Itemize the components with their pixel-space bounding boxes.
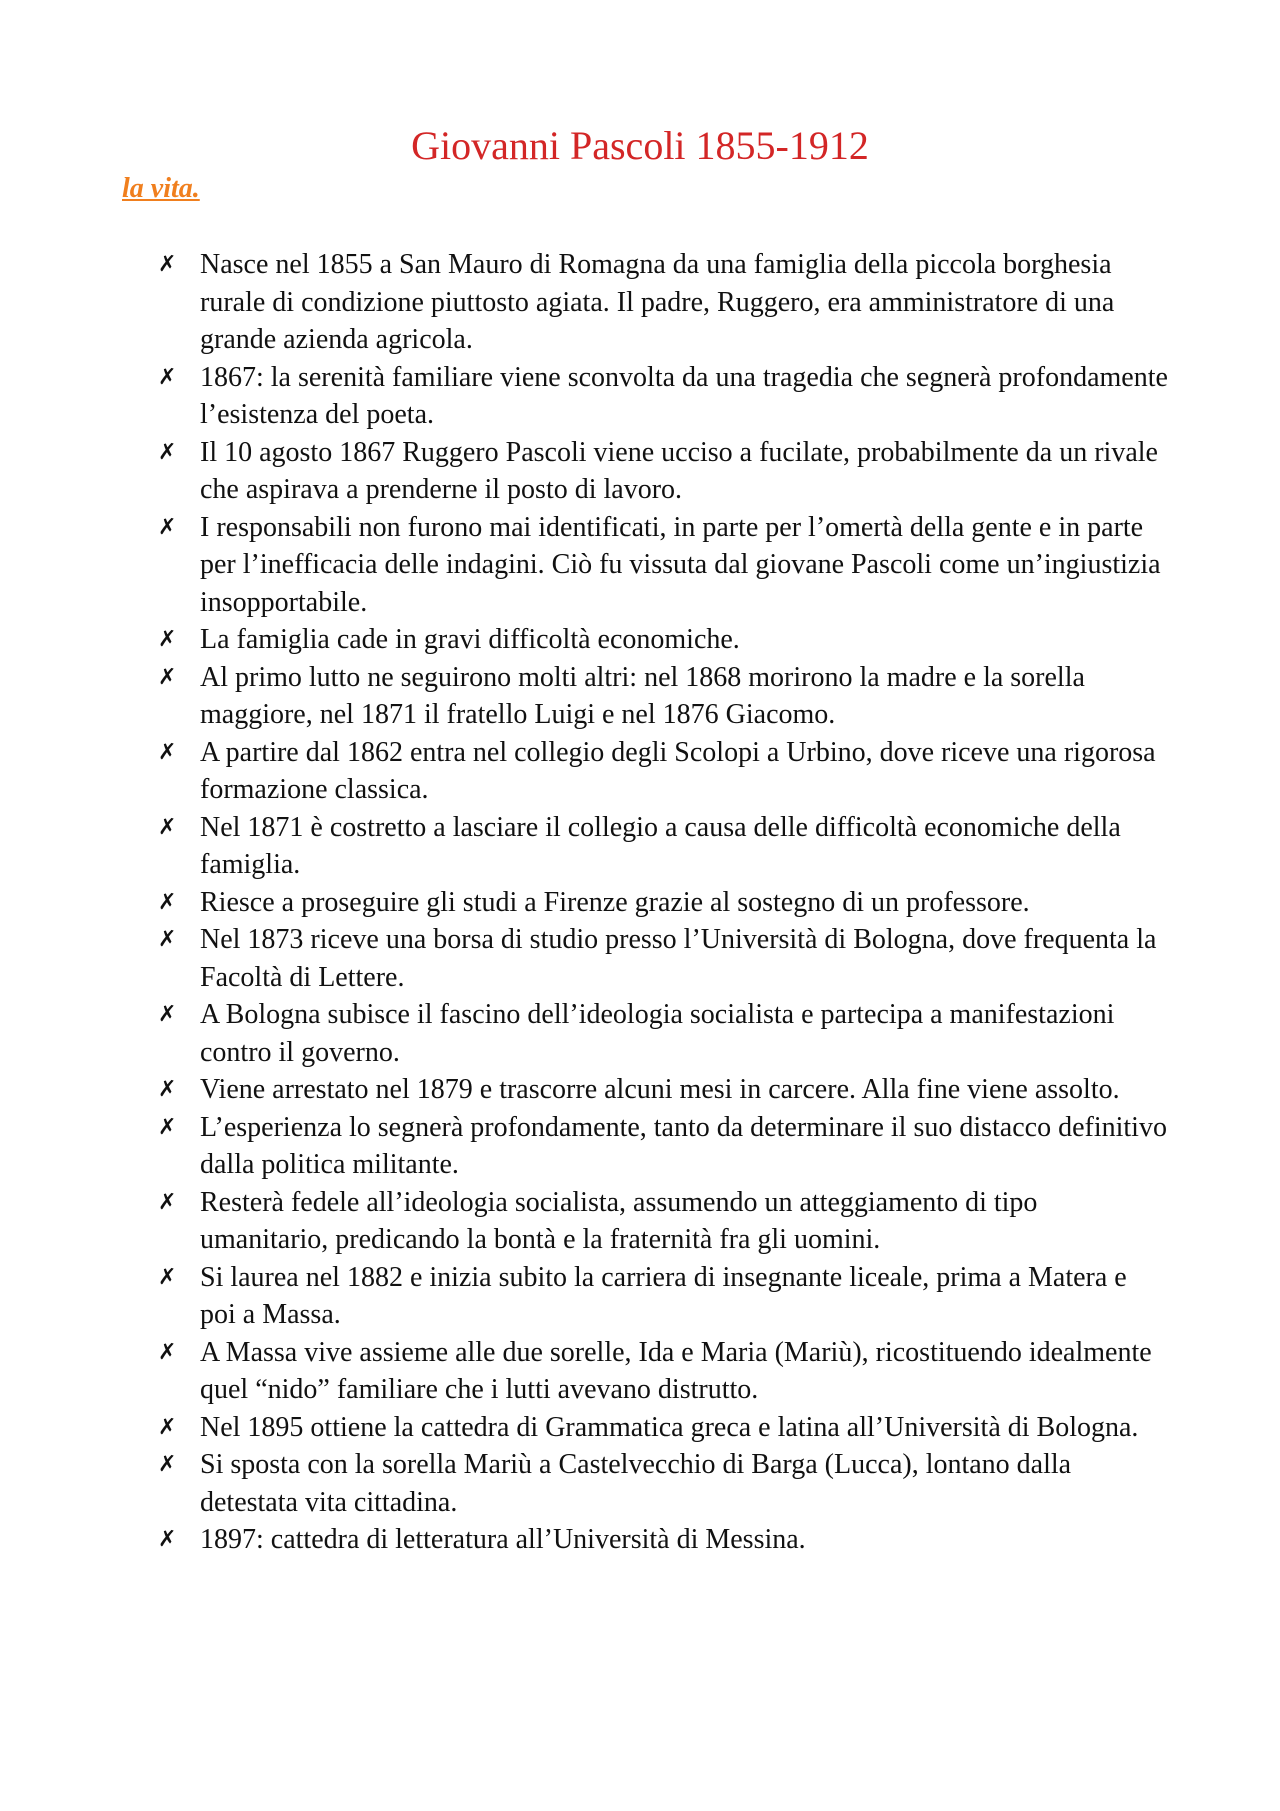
cross-mark-icon: ✗ xyxy=(158,814,177,840)
list-item-text: A Massa vive assieme alle due sorelle, Ida e Maria (Mariù), ricostituendo idealmente quel “nido” familiare che i lutti avevano distrutto. xyxy=(200,1336,1152,1405)
cross-mark-icon: ✗ xyxy=(158,927,177,952)
list-item xyxy=(158,434,1168,509)
list-item-text: Si laurea nel 1882 e inizia subito la carriera di insegnante liceale, prima a Matera e poi a Massa. xyxy=(200,1261,1127,1330)
cross-mark-icon: ✗ xyxy=(158,1339,177,1365)
cross-mark-icon: ✗ xyxy=(158,1189,177,1215)
list-item-text: Nel 1871 è costretto a lasciare il collegio a causa delle difficoltà economiche della famiglia. xyxy=(200,811,1121,880)
list-item-text: Si sposta con la sorella Mariù a Castelvecchio di Barga (Lucca), lontano dalla detestata vita cittadina. xyxy=(200,1449,1072,1518)
list-item xyxy=(158,509,1168,622)
list-item-text: Nel 1873 riceve una borsa di studio presso l’Università di Bologna, dove frequenta la Facoltà di Lettere. xyxy=(200,924,1157,993)
cross-mark-icon: ✗ xyxy=(158,1002,177,1027)
list-item-text: Nasce nel 1855 a San Mauro di Romagna da una famiglia della piccola borghesia rurale di condizione piuttosto agiata. Il padre, Ruggero, era amministratore di una grande azienda agricola. xyxy=(200,249,1115,355)
list-item-text: Al primo lutto ne seguirono molti altri: nel 1868 morirono la madre e la sorella maggiore, nel 1871 il fratello Luigi e nel 1876 Giacomo. xyxy=(200,661,1085,730)
cross-mark-icon: ✗ xyxy=(158,664,177,690)
cross-mark-icon: ✗ xyxy=(158,514,177,540)
list-item xyxy=(158,884,1168,922)
section-heading: la vita. xyxy=(122,173,200,204)
page-title: Giovanni Pascoli 1855-1912 xyxy=(411,123,869,168)
list-item-text: Viene arrestato nel 1879 e trascorre alcuni mesi in carcere. Alla fine viene assolto. xyxy=(200,1074,1120,1105)
list-item-text: L’esperienza lo segnerà profondamente, tanto da determinare il suo distacco definitivo dalla politica militante. xyxy=(200,1111,1167,1180)
list-item-text: Riesce a proseguire gli studi a Firenze grazie al sostegno di un professore. xyxy=(200,886,1030,918)
cross-mark-icon: ✗ xyxy=(158,1114,177,1140)
list-item-text: A partire dal 1862 entra nel collegio degli Scolopi a Urbino, dove riceve una rigorosa formazione classica. xyxy=(200,736,1156,805)
list-item xyxy=(158,1071,1168,1109)
list-item xyxy=(158,1184,1168,1259)
list-item xyxy=(158,359,1168,434)
cross-mark-icon: ✗ xyxy=(158,889,177,915)
list-item-text: La famiglia cade in gravi difficoltà economiche. xyxy=(200,624,740,655)
cross-mark-icon: ✗ xyxy=(158,739,177,765)
list-item xyxy=(158,1446,1168,1521)
list-item xyxy=(158,809,1168,884)
cross-mark-icon: ✗ xyxy=(158,1452,177,1477)
cross-mark-icon: ✗ xyxy=(158,1414,177,1440)
list-item-text: 1897: cattedra di letteratura all’Università di Messina. xyxy=(200,1524,806,1555)
list-item-text: A Bologna subisce il fascino dell’ideologia socialista e partecipa a manifestazioni contro il governo. xyxy=(200,999,1115,1068)
list-item xyxy=(158,1334,1168,1409)
list-item xyxy=(158,1521,1168,1559)
cross-mark-icon: ✗ xyxy=(158,364,177,390)
list-item xyxy=(158,996,1168,1071)
list-item xyxy=(158,1409,1168,1447)
list-item-text: 1867: la serenità familiare viene sconvolta da una tragedia che segnerà profondamente l’esistenza del poeta. xyxy=(200,361,1168,430)
list-item-text: Resterà fedele all’ideologia socialista, assumendo un atteggiamento di tipo umanitario, predicando la bontà e la fraternità fra gli uomini. xyxy=(200,1186,1038,1255)
cross-mark-icon: ✗ xyxy=(158,627,177,652)
cross-mark-icon: ✗ xyxy=(158,1527,177,1552)
list-item-text: Il 10 agosto 1867 Ruggero Pascoli viene ucciso a fucilate, probabilmente da un rivale che aspirava a prenderne il posto di lavoro. xyxy=(200,436,1158,505)
list-item xyxy=(158,621,1168,659)
list-item xyxy=(158,1109,1168,1184)
cross-mark-icon: ✗ xyxy=(158,1077,177,1102)
cross-mark-icon: ✗ xyxy=(158,1264,177,1290)
list-item xyxy=(158,1259,1168,1334)
list-item xyxy=(158,921,1168,996)
bullet-list xyxy=(158,246,1168,1559)
cross-mark-icon: ✗ xyxy=(158,439,177,465)
cross-mark-icon: ✗ xyxy=(158,252,177,277)
list-item xyxy=(158,734,1168,809)
list-item-text: I responsabili non furono mai identificati, in parte per l’omertà della gente e in parte per l’inefficacia delle indagini. Ciò fu vissuta dal giovane Pascoli come un’ingiustizia insopportabile. xyxy=(200,511,1161,618)
list-item-text: Nel 1895 ottiene la cattedra di Grammatica greca e latina all’Università di Bologna. xyxy=(200,1411,1139,1443)
list-item xyxy=(158,659,1168,734)
list-item xyxy=(158,246,1168,359)
